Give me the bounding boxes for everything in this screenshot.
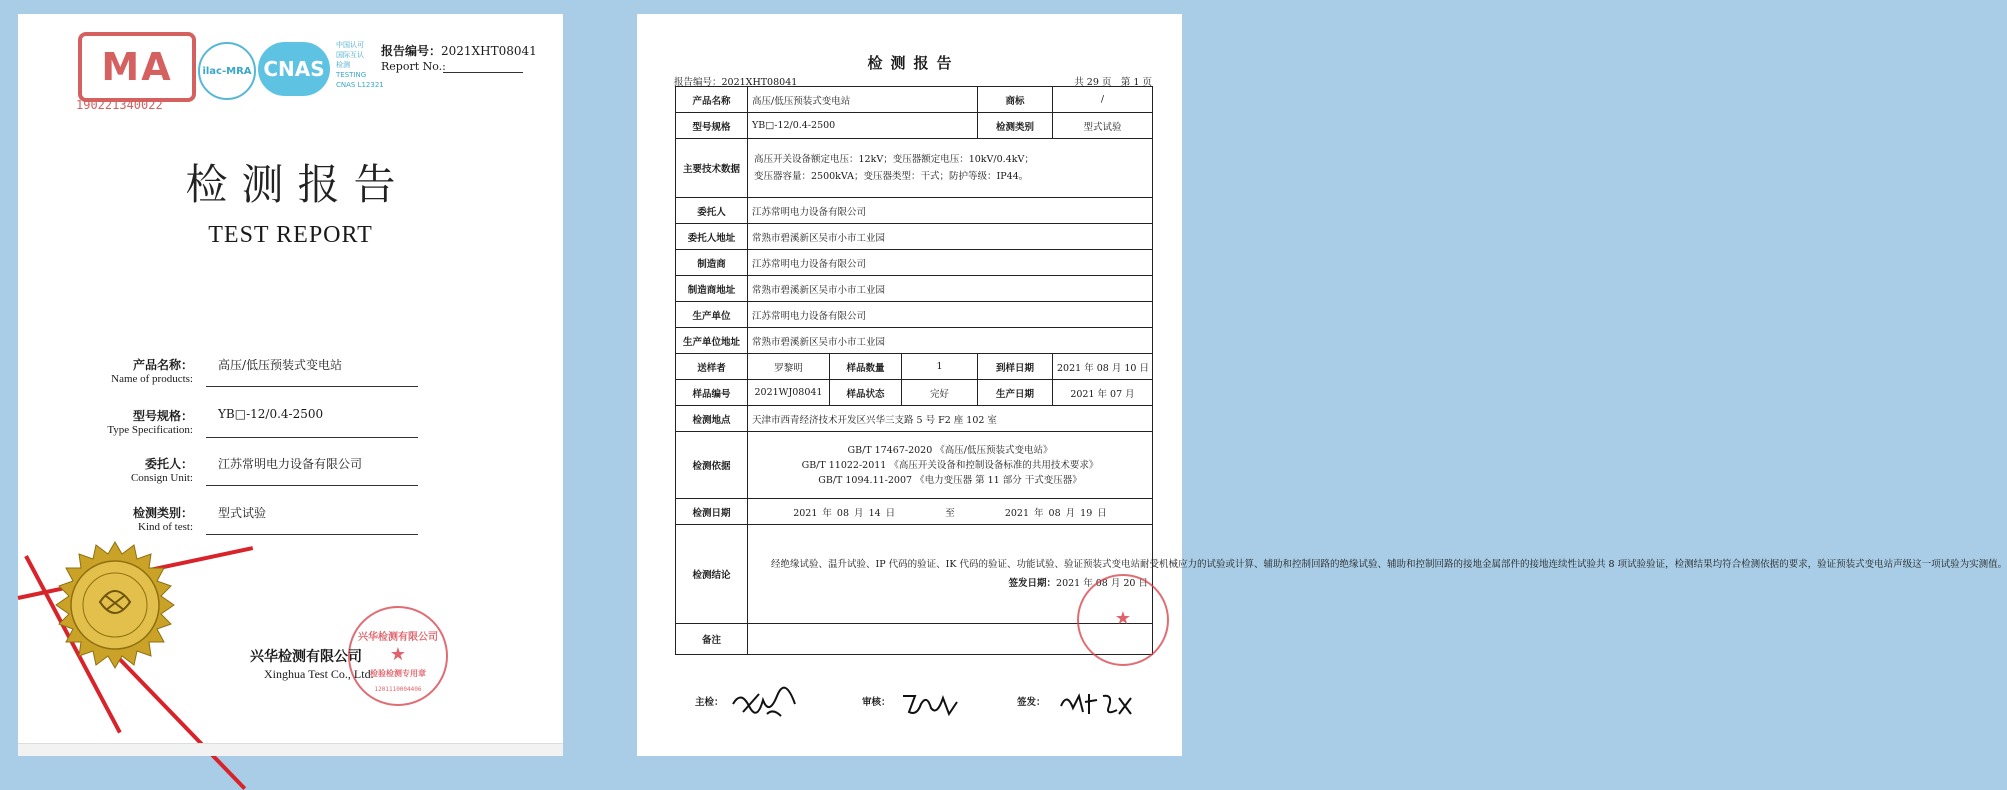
cnas-text-line: 国际互认 bbox=[336, 51, 364, 59]
label-cell: 检测类别 bbox=[978, 113, 1053, 139]
field-underline bbox=[206, 485, 418, 486]
tech-data-line: 变压器容量：2500kVA；变压器类型：干式；防护等级：IP44。 bbox=[754, 171, 1029, 182]
cma-number: 190221340022 bbox=[76, 98, 163, 112]
label-cell: 产品名称 bbox=[676, 87, 748, 113]
field-value: 高压/低压预装式变电站 bbox=[218, 358, 343, 372]
label-cell: 制造商 bbox=[676, 250, 748, 276]
label-cell: 委托人 bbox=[676, 198, 748, 224]
ilac-mra-logo bbox=[198, 42, 256, 100]
label-cell: 商标 bbox=[978, 87, 1053, 113]
field-underline bbox=[206, 534, 418, 535]
field-label: 委托人： bbox=[144, 457, 193, 471]
cnas-logo bbox=[258, 42, 330, 96]
cma-logo bbox=[78, 32, 196, 102]
field-underline bbox=[206, 386, 418, 387]
report-number-value: 2021XHT08041 bbox=[441, 44, 537, 58]
label-cell: 型号规格 bbox=[676, 113, 748, 139]
value-cell: 常熟市碧溪新区吴市小市工业园 bbox=[748, 224, 1153, 250]
value-cell: 江苏常明电力设备有限公司 bbox=[748, 302, 1153, 328]
table-row bbox=[676, 87, 1153, 113]
label-cell: 委托人地址 bbox=[676, 224, 748, 250]
test-end-date: 2021 年 08 月 19 日 bbox=[1004, 507, 1107, 519]
seal-star-icon: ★ bbox=[1114, 608, 1132, 629]
red-company-seal bbox=[1077, 574, 1169, 666]
test-date-separator: 至 bbox=[945, 507, 955, 519]
field-label-en: Type Specification: bbox=[107, 424, 193, 436]
approver-signature bbox=[1057, 686, 1137, 720]
table-row bbox=[676, 198, 1153, 224]
gold-foil-seal bbox=[50, 540, 180, 670]
field-label: 产品名称： bbox=[132, 358, 193, 372]
report-info-table bbox=[675, 86, 2007, 655]
label-cell: 检测结论 bbox=[676, 525, 748, 624]
field-label-en: Consign Unit: bbox=[130, 472, 193, 484]
value-cell: 高压/低压预装式变电站 bbox=[748, 87, 978, 113]
value-cell: 常熟市碧溪新区吴市小市工业园 bbox=[748, 328, 1153, 354]
page-edge-strip bbox=[18, 743, 563, 756]
value-cell: 江苏常明电力设备有限公司 bbox=[748, 250, 1153, 276]
cnas-text-line: TESTING bbox=[336, 71, 367, 79]
cnas-text-line: 中国认可 bbox=[336, 41, 364, 49]
issuing-company-name-en: Xinghua Test Co., Ltd. bbox=[264, 667, 374, 681]
table-row bbox=[676, 499, 1153, 525]
seal-star-icon: ★ bbox=[389, 644, 407, 665]
label-cell: 送样者 bbox=[676, 354, 748, 380]
cnas-text-line: CNAS L12321 bbox=[336, 81, 384, 89]
label-cell: 生产单位 bbox=[676, 302, 748, 328]
report-number bbox=[381, 42, 537, 59]
conclusion-text: 经绝缘试验、温升试验、IP 代码的验证、IK 代码的验证、功能试验、验证预装式变电站耐受机械应力的试验或计算、辅助和控制回路的绝缘试验、辅助和控制回路的接地金属部件的接地连续性试验共 8 项试验验证，检测结果均符合检测依据的要求，验证预装式变电站声级这一项试验为实测值。 bbox=[771, 558, 2007, 570]
table-row bbox=[676, 276, 1153, 302]
issuing-company-name: 兴华检测有限公司 bbox=[250, 649, 362, 665]
table-row bbox=[676, 139, 1153, 198]
label-cell: 制造商地址 bbox=[676, 276, 748, 302]
label-cell: 检测日期 bbox=[676, 499, 748, 525]
cover-title-en: TEST REPORT bbox=[208, 222, 373, 248]
value-cell: 江苏常明电力设备有限公司 bbox=[748, 198, 1153, 224]
field-value: 江苏常明电力设备有限公司 bbox=[218, 457, 363, 471]
field-underline bbox=[206, 437, 418, 438]
label-cell: 主要技术数据 bbox=[676, 139, 748, 198]
seal-number: 1201110004406 bbox=[374, 686, 422, 693]
page-count: 共 29 页 第 1 页 bbox=[1074, 77, 1152, 88]
table-row bbox=[676, 224, 1153, 250]
label-cell: 样品状态 bbox=[830, 380, 902, 406]
test-basis-line: GB/T 17467-2020 《高压/低压预装式变电站》 bbox=[847, 444, 1053, 456]
issue-date-value: 2021 年 08 月 20 日 bbox=[1056, 578, 1148, 589]
reviewer-label: 审核： bbox=[862, 697, 891, 708]
table-row bbox=[676, 406, 1153, 432]
value-cell: 2021WJ08041 bbox=[748, 380, 830, 406]
label-cell: 样品编号 bbox=[676, 380, 748, 406]
field-label-en: Name of products: bbox=[111, 373, 193, 385]
cnas-text-line: 检测 bbox=[336, 61, 350, 69]
report-cover-page bbox=[18, 14, 563, 756]
label-cell: 到样日期 bbox=[978, 354, 1053, 380]
field-label: 型号规格： bbox=[132, 409, 193, 423]
field-label-en: Kind of test: bbox=[138, 521, 193, 533]
table-row bbox=[676, 302, 1153, 328]
detail-report-number: 报告编号：2021XHT08041 bbox=[674, 77, 798, 88]
report-detail-page bbox=[637, 14, 2007, 756]
value-cell: 2021 年 07 月 bbox=[1053, 380, 1153, 406]
seal-company-text: 兴华检测有限公司 bbox=[358, 632, 438, 643]
field-value: YB□-12/0.4-2500 bbox=[218, 407, 324, 421]
value-cell: / bbox=[1053, 87, 1153, 113]
value-cell: 天津市西青经济技术开发区兴华三支路 5 号 F2 座 102 室 bbox=[748, 406, 1153, 432]
test-basis-line: GB/T 11022-2011 《高压开关设备和控制设备标准的共用技术要求》 bbox=[801, 459, 1099, 471]
value-cell: YB□-12/0.4-2500 bbox=[748, 113, 978, 139]
value-cell: 完好 bbox=[902, 380, 978, 406]
label-cell: 检测地点 bbox=[676, 406, 748, 432]
value-cell: 常熟市碧溪新区吴市小市工业园 bbox=[748, 276, 1153, 302]
approver-label: 签发： bbox=[1017, 697, 1046, 708]
label-cell: 检测依据 bbox=[676, 432, 748, 499]
reviewer-signature bbox=[899, 686, 961, 720]
table-row bbox=[676, 113, 1153, 139]
label-cell: 生产日期 bbox=[978, 380, 1053, 406]
report-number-underline bbox=[443, 72, 523, 73]
field-label: 检测类别： bbox=[132, 506, 193, 520]
field-value: 型式试验 bbox=[218, 506, 267, 520]
table-row bbox=[676, 354, 1153, 380]
table-row bbox=[676, 328, 1153, 354]
value-cell bbox=[748, 499, 1153, 525]
seal-subtitle: 检验检测专用章 bbox=[370, 669, 426, 678]
cnas-logo-text: CNAS bbox=[263, 57, 325, 81]
chief-tester-signature bbox=[729, 686, 799, 720]
table-row bbox=[676, 380, 1153, 406]
table-row bbox=[676, 250, 1153, 276]
label-cell: 生产单位地址 bbox=[676, 328, 748, 354]
detail-title: 检测报告 bbox=[867, 54, 960, 72]
cma-logo-text: MA bbox=[101, 45, 173, 89]
test-basis-line: GB/T 1094.11-2007 《电力变压器 第 11 部分 干式变压器》 bbox=[818, 474, 1082, 486]
table-row bbox=[676, 432, 1153, 499]
report-number-label-en: Report No.: bbox=[381, 60, 446, 73]
label-cell: 备注 bbox=[676, 624, 748, 655]
cover-title: 检测报告 bbox=[185, 160, 410, 209]
value-cell: 罗黎明 bbox=[748, 354, 830, 380]
red-company-seal bbox=[348, 606, 448, 706]
test-start-date: 2021 年 08 月 14 日 bbox=[793, 507, 896, 519]
value-cell: 型式试验 bbox=[1053, 113, 1153, 139]
chief-tester-label: 主检： bbox=[695, 697, 724, 708]
report-number-label: 报告编号： bbox=[381, 44, 442, 58]
value-cell: 1 bbox=[902, 354, 978, 380]
issue-date-label: 签发日期： bbox=[1008, 578, 1057, 589]
label-cell: 样品数量 bbox=[830, 354, 902, 380]
tech-data-line: 高压开关设备额定电压：12kV；变压器额定电压：10kV/0.4kV； bbox=[754, 154, 1034, 165]
value-cell: 2021 年 08 月 10 日 bbox=[1053, 354, 1153, 380]
value-cell bbox=[748, 139, 1153, 198]
value-cell bbox=[748, 432, 1153, 499]
ilac-logo-text: ilac-MRA bbox=[202, 65, 252, 77]
